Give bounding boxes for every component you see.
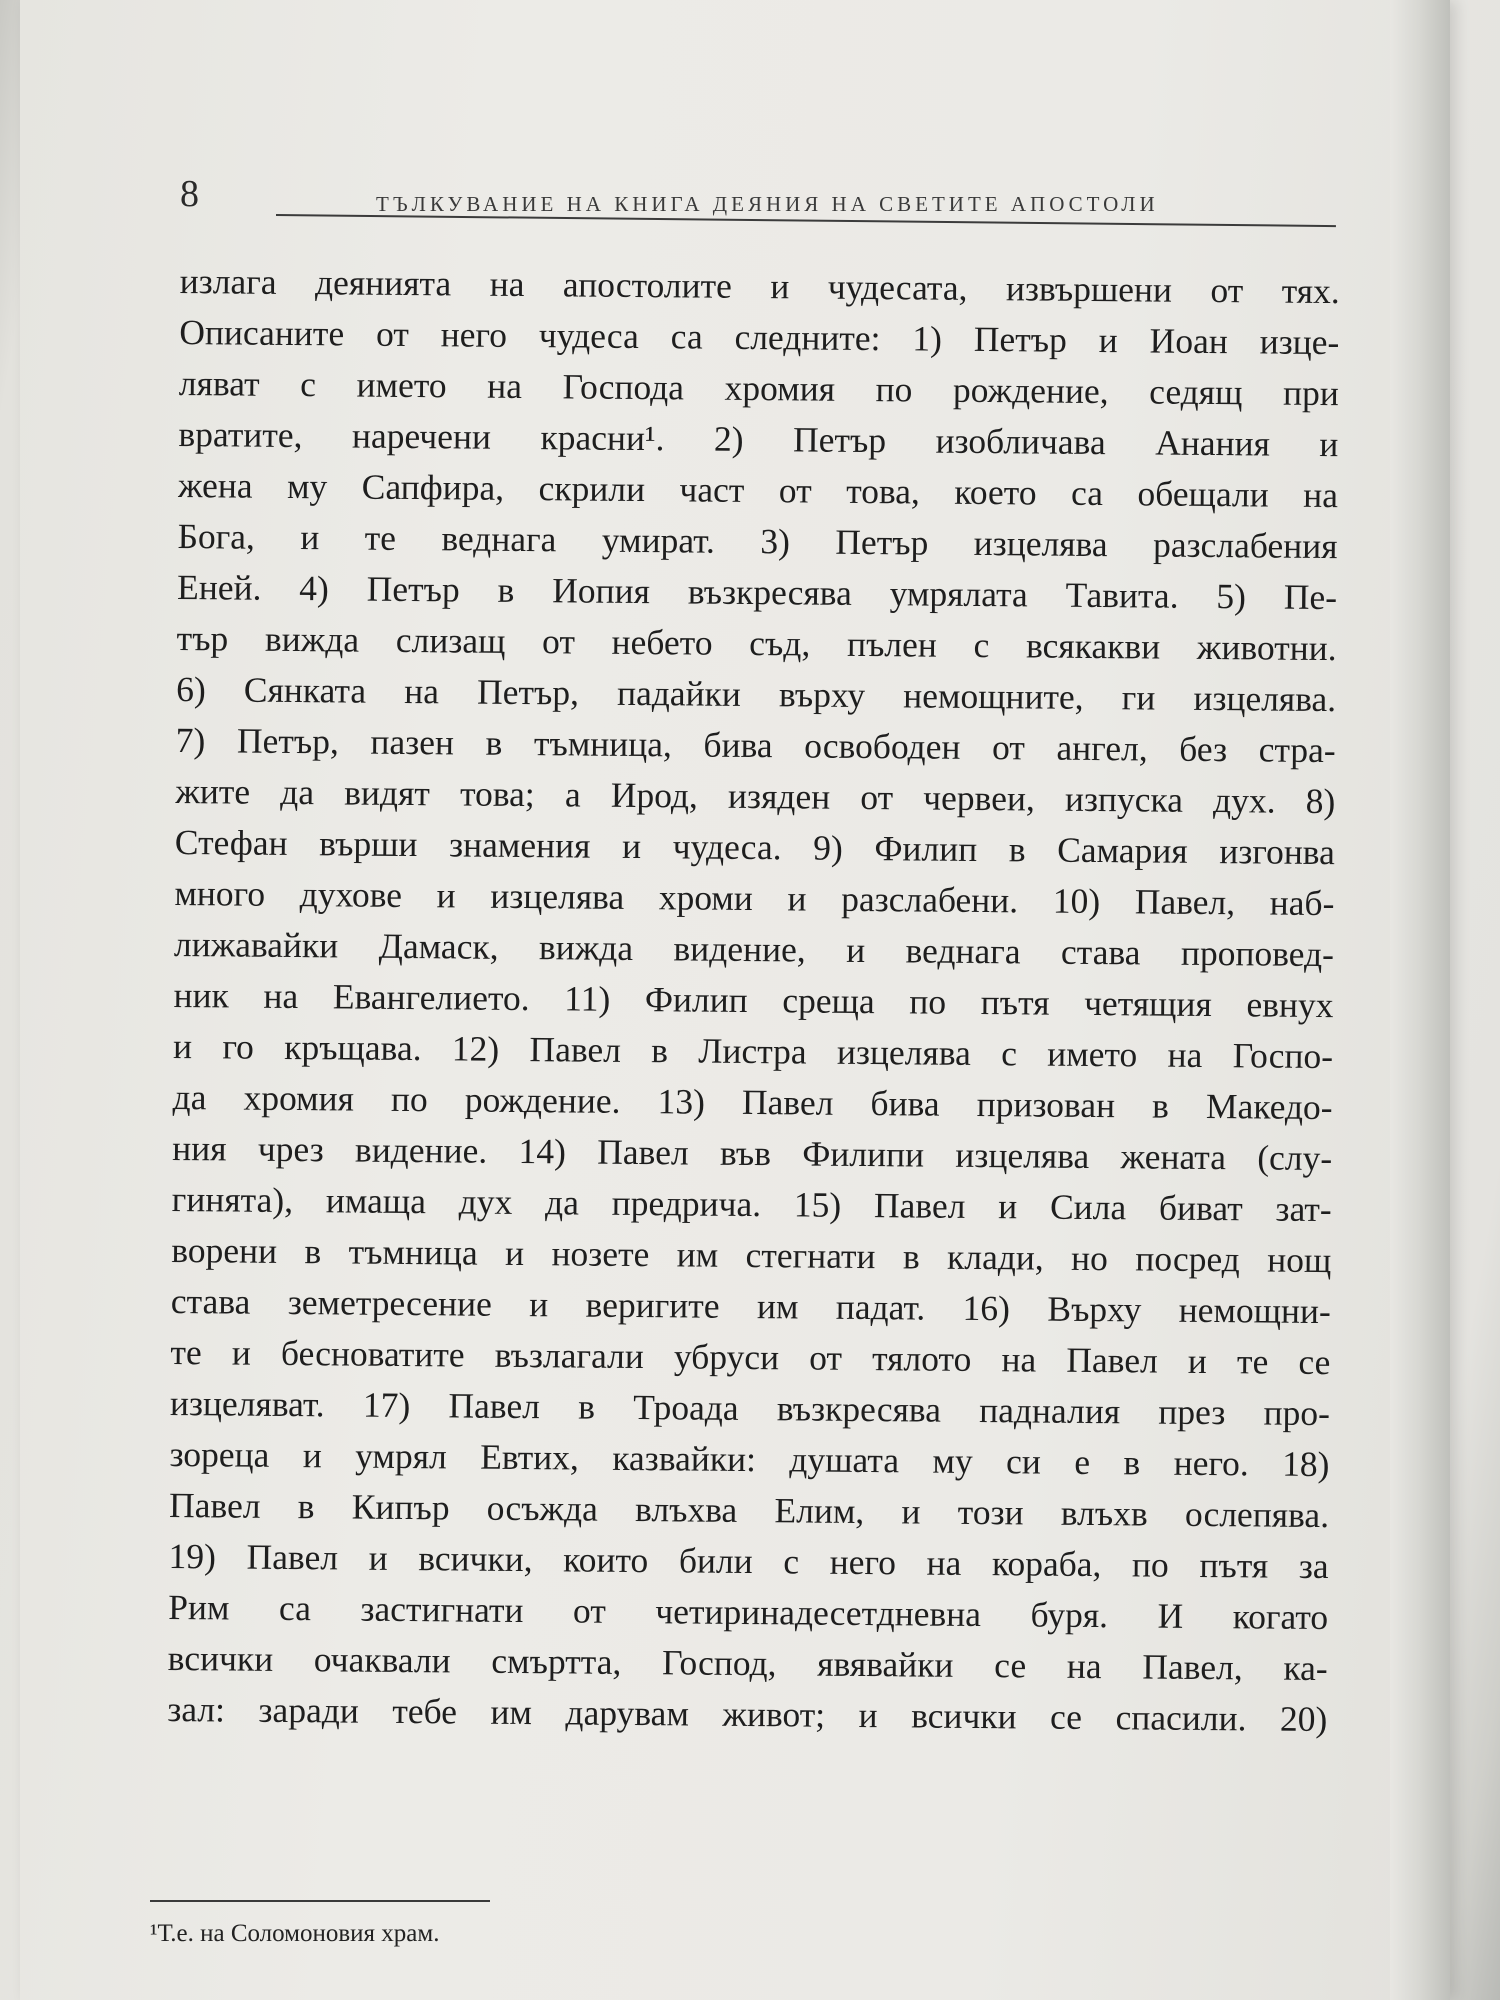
text-line: ник на Евангелието. 11) Филип среща по пътя четящия евнух bbox=[173, 974, 1334, 1026]
page-number: 8 bbox=[180, 173, 199, 215]
text-line: тър вижда слизащ от небето съд, пълен с всякакви животни. bbox=[176, 617, 1337, 669]
text-line: те и бесноватите възлагали убруси от тялото на Павел и те се bbox=[170, 1331, 1331, 1383]
text-line: изцеляват. 17) Павел в Троада възкресява падналия през про- bbox=[169, 1382, 1331, 1434]
text-line: Павел в Кипър осъжда влъхва Елим, и този влъхв ослепява. bbox=[168, 1484, 1330, 1536]
text-line: жите да видят това; а Ирод, изяден от червеи, изпуска дух. 8) bbox=[175, 770, 1336, 822]
text-line: 7) Петър, пазен в тъмница, бива освободен от ангел, без стра- bbox=[175, 719, 1336, 771]
text-line: Стефан върши знамения и чудеса. 9) Филип в Самария изгонва bbox=[174, 821, 1336, 873]
text-line: 6) Сянката на Петър, падайки върху немощните, ги изцелява. bbox=[176, 668, 1337, 720]
text-line: жена му Сапфира, скрили част от това, което са обещали на bbox=[177, 464, 1339, 516]
footnote-rule bbox=[150, 1900, 490, 1902]
text-line: да хромия по рождение. 13) Павел бива призован в Македо- bbox=[172, 1076, 1333, 1128]
text-line: много духове и изцелява хроми и разслабени. 10) Павел, наб- bbox=[174, 872, 1335, 924]
text-line: вратите, наречени красни¹. 2) Петър изобличава Анания и bbox=[178, 413, 1339, 465]
text-line: ния чрез видение. 14) Павел във Филипи изцелява жената (слу- bbox=[172, 1127, 1333, 1179]
footnote: ¹Т.е. на Соломоновия храм. bbox=[150, 1920, 440, 1947]
text-line: зал: заради тебе им дарувам живот; и всички се спасили. 20) bbox=[167, 1688, 1328, 1740]
text-line: Еней. 4) Петър в Иопия възкресява умрялата Тавита. 5) Пе- bbox=[176, 566, 1338, 618]
page-edge bbox=[1390, 0, 1450, 2000]
text-line: излага деянията на апостолите и чудесата, извършени от тях. bbox=[179, 260, 1340, 312]
text-line: Рим са застигнати от четиринадесетдневна буря. И когато bbox=[168, 1586, 1329, 1638]
text-line: гинята), имаща дух да предрича. 15) Павел и Сила биват зат- bbox=[171, 1178, 1332, 1230]
text-line: зореца и умрял Евтих, казвайки: душата му си е в него. 18) bbox=[169, 1433, 1330, 1485]
text-line: лижавайки Дамаск, вижда видение, и веднага става проповед- bbox=[173, 923, 1335, 975]
text-line: Бога, и те веднага умират. 3) Петър изцелява разслабения bbox=[177, 515, 1338, 567]
text-line: ворени в тъмница и нозете им стегнати в клади, но посред нощ bbox=[171, 1229, 1332, 1281]
text-line: ляват с името на Господа хромия по рождение, седящ при bbox=[178, 362, 1340, 414]
running-title: ТЪЛКУВАНИЕ НА КНИГА ДЕЯНИЯ НА СВЕТИТЕ АПОСТОЛИ bbox=[376, 192, 1159, 216]
text-line: 19) Павел и всички, които били с него на кораба, по пътя за bbox=[168, 1535, 1329, 1587]
text-line: всички очаквали смъртта, Господ, явявайки се на Павел, ка- bbox=[167, 1637, 1328, 1689]
text-line: и го кръщава. 12) Павел в Листра изцелява с името на Госпо- bbox=[172, 1025, 1334, 1077]
text-line: става земетресение и веригите им падат. 16) Върху немощни- bbox=[170, 1280, 1332, 1332]
body-text bbox=[167, 256, 1340, 1745]
text-line: Описаните от него чудеса са следните: 1) Петър и Иоан изце- bbox=[179, 311, 1340, 363]
